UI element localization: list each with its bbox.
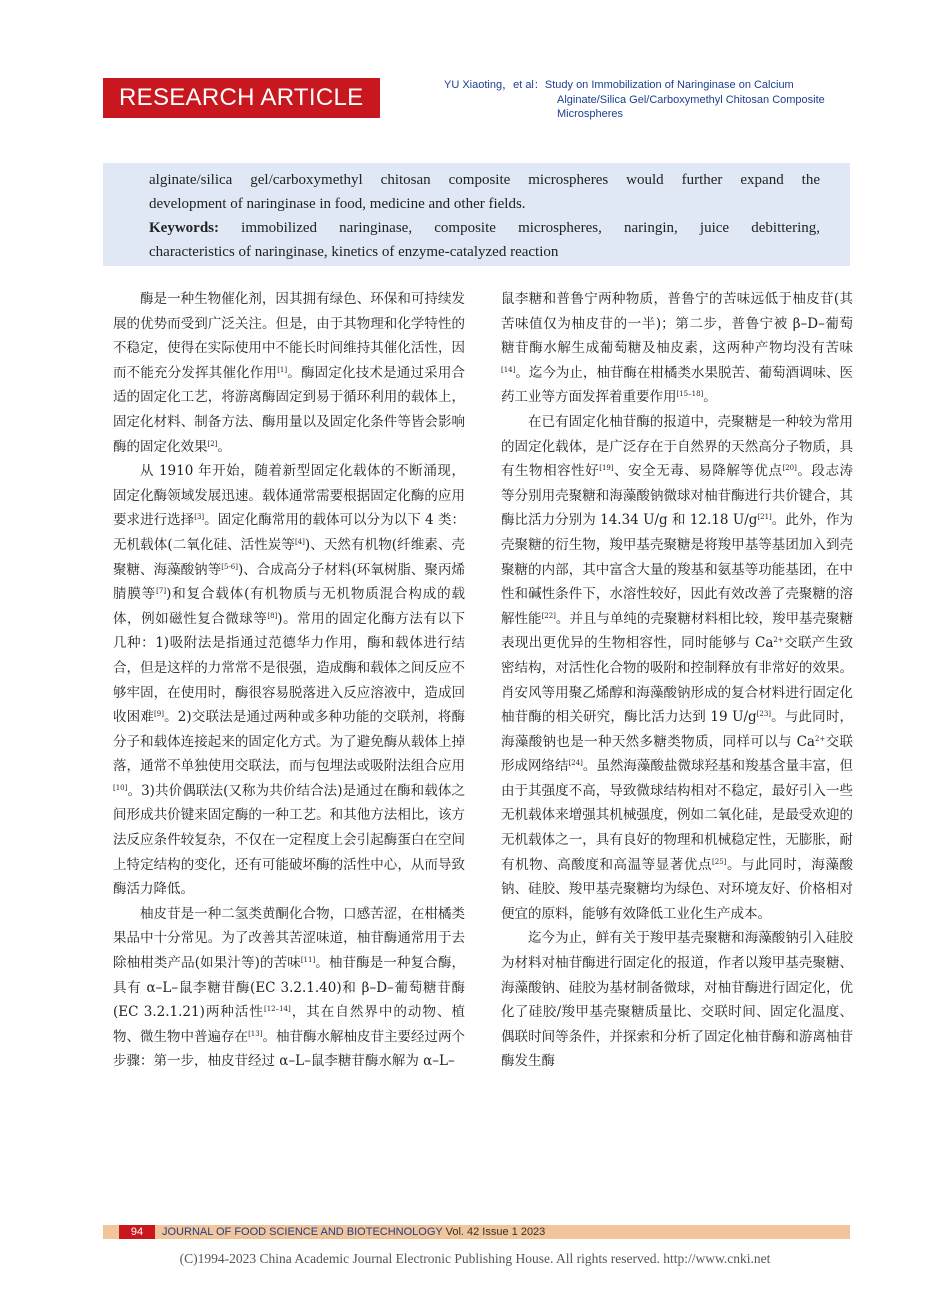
citation: [14]: [501, 365, 516, 374]
citation: [1]: [277, 365, 288, 374]
journal-name: JOURNAL OF FOOD SCIENCE AND BIOTECHNOLOGY Vol. 42 Issue 1 2023: [162, 1226, 546, 1238]
page-number: 94: [119, 1225, 155, 1239]
citation: [2]: [207, 439, 218, 448]
citation: [15–18]: [676, 390, 704, 399]
running-title-line-3: Microspheres: [557, 108, 624, 120]
citation: [9]: [154, 710, 164, 719]
right-paragraph-3: 迄今为止，鲜有关于羧甲基壳聚糖和海藻酸钠引入硅胶为材料对柚苷酶进行固定化的报道，作者以羧甲基壳聚糖、海藻酸钠、硅胶为基材制备微球，对柚苷酶进行固定化，优化了硅胶/羧甲基壳聚糖质量比、交联时间、固定化温度、偶联时间等条件，并探索和分析了固定化柚苷酶和游离柚苷酶发生酶: [501, 930, 853, 1070]
citation: [4]: [294, 537, 305, 546]
citation: [10]: [113, 783, 128, 792]
running-title: [444, 78, 874, 122]
copyright-notice: (C)1994-2023 China Academic Journal Electronic Publishing House. All rights reserved. http://www.cnki.net: [179, 1251, 771, 1266]
citation: [20]: [782, 464, 797, 473]
left-paragraph-3: 柚皮苷是一种二氢类黄酮化合物，口感苦涩，在柑橘类果品中十分常见。为了改善其苦涩味道，柚苷酶通常用于去除柚柑类产品(如果汁等)的苦味[11]。柚苷酶是一种复合酶，具有 α–L–鼠李糖苷酶(EC 3.2.1.40)和 β–D–葡萄糖苷酶(EC 3.2.1.21)两种活性[12–14]，其在自然界中的动物、植物、微生物中普遍存在[13]。柚苷酶水解柚皮苷主要经过两个步骤：第一步，柚皮苷经过 α–L–鼠李糖苷酶水解为 α–L–: [113, 905, 466, 1070]
left-column: [113, 287, 465, 1074]
article-type-banner: RESEARCH ARTICLE: [103, 78, 380, 118]
ion-charge: 2+: [773, 636, 784, 645]
citation: [23]: [756, 710, 772, 719]
citation: [11]: [300, 956, 316, 965]
right-paragraph-1: 鼠李糖和普鲁宁两种物质，普鲁宁的苦味远低于柚皮苷(其苦味值仅为柚皮苷的一半)；第二步，普鲁宁被 β–D–葡萄糖苷酶水解生成葡萄糖及柚皮素，这两种产物均没有苦味[14]。迄今为止，柚苷酶在柑橘类水果脱苦、葡萄酒调味、医药工业等方面发挥着重要作用[15–18]。: [501, 291, 853, 406]
citation: [8]: [267, 611, 278, 620]
keywords-line-2: characteristics of naringinase, kinetics of enzyme-catalyzed reaction: [149, 244, 559, 260]
citation: [13]: [248, 1029, 263, 1038]
abstract-box: [103, 163, 850, 266]
citation: [21]: [757, 513, 772, 522]
citation: [3]: [194, 513, 205, 522]
right-paragraph-2: 在已有固定化柚苷酶的报道中，壳聚糖是一种较为常用的固定化载体，是广泛存在于自然界的天然高分子物质，具有生物相容性好[19]、安全无毒、易降解等优点[20]。段志涛等分别用壳聚糖和海藻酸钠微球对柚苷酶进行共价键合，其酶比活力分别为 14.34 U/g 和 12.18 U/g[21]。此外，作为壳聚糖的衍生物，羧甲基壳聚糖是将羧甲基等基团加入到壳聚糖的内部，其中富含大量的羧基和氨基等功能基团，在中性和碱性条件下，水溶性较好，因此有效改善了壳聚糖的溶解性能[22]。并且与单纯的壳聚糖材料相比较，羧甲基壳聚糖表现出更优异的生物相容性，同时能够与 $Ca^{2+}$交联产生致密结构，对活性化合物的吸附和控制释放有非常好的效果。肖安风等用聚乙烯醇和海藻酸钠形成的复合材料进行固定化柚苷酶的相关研究，酶比活力达到 19 U/g[23]。与此同时，海藻酸钠也是一种天然多糖类物质，同样可以与 $Ca^{2+}$交联形成网络结[24]。虽然海藻酸盐微球羟基和羧基含量丰富，但由于其强度不高，导致微球结构相对不稳定，最好引入一些无机载体来增强其机械强度，例如二氧化硅，是最受欢迎的无机载体之一，具有良好的物理和机械稳定性，无膨胀，耐有机物、高酸度和高温等显著优点[25]。与此同时，海藻酸钠、硅胶、羧甲基壳聚糖均为绿色、对环境友好、价格相对便宜的原料，能够有效降低工业化生产成本。: [501, 413, 854, 922]
citation: [7]: [156, 587, 167, 596]
abstract-line-2: development of naringinase in food, medicine and other fields.: [149, 196, 526, 212]
citation: [12–14]: [263, 1005, 291, 1014]
citation: [22]: [541, 611, 556, 620]
abstract-line-1: alginate/silica gel/carboxymethyl chitosan composite microspheres would further expand the: [149, 172, 820, 188]
citation: [5-6]: [221, 562, 238, 571]
keywords-line-1: [149, 216, 820, 240]
citation: [19]: [599, 464, 614, 473]
journal-volume: Vol. 42 Issue 1 2023: [442, 1226, 546, 1238]
keywords-label: Keywords:: [149, 220, 219, 236]
keywords-text-1: immobilized naringinase, composite microspheres, naringin, juice debittering,: [219, 220, 820, 236]
left-paragraph-2: 从 1910 年开始，随着新型固定化载体的不断涌现，固定化酶领域发展迅速。载体通常需要根据固定化酶的应用要求进行选择[3]。固定化酶常用的载体可以分为以下 4 类：无机载体(二氧化硅、活性炭等[4])、天然有机物(纤维素、壳聚糖、海藻酸钠等[5-6])、合成高分子材料(环氧树脂、聚丙烯腈膜等[7])和复合载体(有机物质与无机物质混合构成的载体，例如磁性复合微球等[8])。常用的固定化酶方法有以下几种：1)吸附法是指通过范德华力作用，酶和载体进行结合，但是这样的力常常不是很强，造成酶和载体之间反应不够牢固，在使用时，酶很容易脱落进入反应溶液中，造成回收困难[9]。2)交联法是通过两种或多种功能的交联剂，将酶分子和载体连接起来的固定化方式。为了避免酶从载体上掉落，通常不单独使用交联法，而与包埋法或吸附法组合应用[10]。3)共价偶联法(又称为共价结合法)是通过在酶和载体之间形成共价键来固定酶的一种工艺。和其他方法相比，该方法反应条件较复杂，不仅在一定程度上会引起酶蛋白在空间上特定结构的变化，还有可能破坏酶的活性中心，从而导致酶活力降低。: [113, 463, 466, 898]
running-title-line-2: Alginate/Silica Gel/Carboxymethyl Chitosan Composite: [557, 93, 825, 106]
running-title-line-1: YU Xiaoting，et al：Study on Immobilization of Naringinase on Calcium: [444, 79, 794, 91]
right-column: [501, 287, 853, 1074]
citation: [24]: [568, 759, 583, 768]
left-paragraph-1: 酶是一种生物催化剂，因其拥有绿色、环保和可持续发展的优势而受到广泛关注。但是，由于其物理和化学特性的不稳定，使得在实际使用中不能长时间维持其催化活性，因而不能充分发挥其催化作用[1]。酶固定化技术是通过采用合适的固定化工艺，将游离酶固定到易于循环利用的载体上，固定化材料、制备方法、酶用量以及固定化条件等皆会影响酶的固定化效果[2]。: [113, 291, 466, 455]
citation: [25]: [712, 857, 727, 866]
ion-charge: 2+: [814, 734, 826, 743]
